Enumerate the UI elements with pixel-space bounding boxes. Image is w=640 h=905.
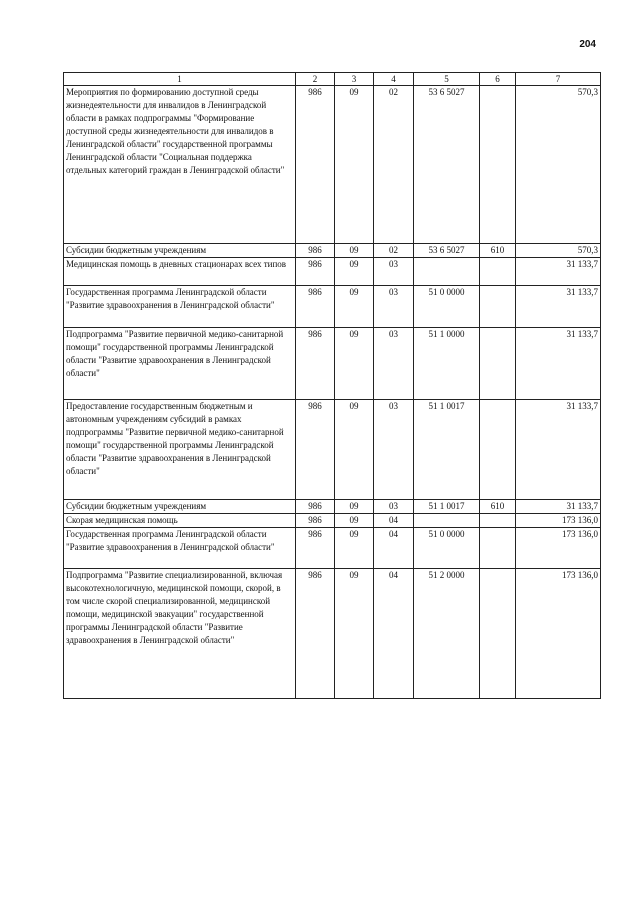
row-sum: 570,3 <box>516 244 601 258</box>
row-csr <box>414 514 480 528</box>
row-vr <box>480 569 516 699</box>
table-row <box>64 244 601 258</box>
row-vr <box>480 514 516 528</box>
row-name: Предоставление государственным бюджетным и автономным учреждениям субсидий в рамках подпрограммы "Развитие первичной медико-санитарной помощи" государственной программы Ленинградской области "Развитие здравоохранения в Ленинградской области" <box>64 400 296 500</box>
row-ved: 986 <box>296 328 335 400</box>
row-ved: 986 <box>296 500 335 514</box>
row-sum: 31 133,7 <box>516 328 601 400</box>
row-vr <box>480 528 516 569</box>
row-pr: 03 <box>374 400 414 500</box>
row-name: Субсидии бюджетным учреждениям <box>64 244 296 258</box>
row-pr: 02 <box>374 244 414 258</box>
row-name: Скорая медицинская помощь <box>64 514 296 528</box>
row-pr: 04 <box>374 514 414 528</box>
row-csr: 51 1 0017 <box>414 400 480 500</box>
row-csr: 53 6 5027 <box>414 244 480 258</box>
row-sum: 173 136,0 <box>516 514 601 528</box>
row-vr: 610 <box>480 244 516 258</box>
row-pr: 03 <box>374 286 414 328</box>
header-row <box>64 73 601 86</box>
row-ved: 986 <box>296 528 335 569</box>
table-row <box>64 286 601 328</box>
row-csr: 51 0 0000 <box>414 286 480 328</box>
table-row <box>64 400 601 500</box>
row-rz: 09 <box>335 258 374 286</box>
header-cell: 1 <box>64 73 296 86</box>
row-sum: 31 133,7 <box>516 500 601 514</box>
row-pr: 03 <box>374 328 414 400</box>
row-rz: 09 <box>335 328 374 400</box>
row-vr <box>480 400 516 500</box>
row-rz: 09 <box>335 569 374 699</box>
row-csr: 51 1 0017 <box>414 500 480 514</box>
row-sum: 31 133,7 <box>516 286 601 328</box>
header-cell: 5 <box>414 73 480 86</box>
row-pr: 02 <box>374 86 414 244</box>
header-cell: 7 <box>516 73 601 86</box>
row-sum: 31 133,7 <box>516 400 601 500</box>
row-name: Государственная программа Ленинградской области "Развитие здравоохранения в Ленинградской области" <box>64 286 296 328</box>
row-vr <box>480 86 516 244</box>
row-ved: 986 <box>296 286 335 328</box>
row-sum: 570,3 <box>516 86 601 244</box>
row-name: Субсидии бюджетным учреждениям <box>64 500 296 514</box>
row-pr: 04 <box>374 528 414 569</box>
row-rz: 09 <box>335 400 374 500</box>
header-cell: 2 <box>296 73 335 86</box>
row-name: Подпрограмма "Развитие специализированной, включая высокотехнологичную, медицинской помощи, скорой, в том числе скорой специализированной, медицинской помощи, медицинской эвакуации" государственной программы Ленинградской области "Развитие здравоохранения в Ленинградской области" <box>64 569 296 699</box>
row-sum: 173 136,0 <box>516 569 601 699</box>
row-rz: 09 <box>335 286 374 328</box>
row-rz: 09 <box>335 500 374 514</box>
table-row <box>64 528 601 569</box>
row-vr <box>480 328 516 400</box>
row-ved: 986 <box>296 244 335 258</box>
row-ved: 986 <box>296 86 335 244</box>
table-row <box>64 328 601 400</box>
row-ved: 986 <box>296 569 335 699</box>
row-csr: 51 1 0000 <box>414 328 480 400</box>
table-row <box>64 258 601 286</box>
header-cell: 4 <box>374 73 414 86</box>
row-vr <box>480 258 516 286</box>
row-sum: 31 133,7 <box>516 258 601 286</box>
table-row <box>64 86 601 244</box>
row-csr: 51 0 0000 <box>414 528 480 569</box>
header-cell: 6 <box>480 73 516 86</box>
row-ved: 986 <box>296 514 335 528</box>
table-row <box>64 514 601 528</box>
budget-table <box>63 72 601 699</box>
row-rz: 09 <box>335 244 374 258</box>
row-rz: 09 <box>335 514 374 528</box>
row-vr <box>480 286 516 328</box>
row-name: Подпрограмма "Развитие первичной медико-санитарной помощи" государственной программы Ленинградской области "Развитие здравоохранения в Ленинградской области" <box>64 328 296 400</box>
row-csr <box>414 258 480 286</box>
row-name: Государственная программа Ленинградской области "Развитие здравоохранения в Ленинградской области" <box>64 528 296 569</box>
row-rz: 09 <box>335 528 374 569</box>
row-pr: 03 <box>374 500 414 514</box>
row-name: Мероприятия по формированию доступной среды жизнедеятельности для инвалидов в Ленинградской области в рамках подпрограммы "Формирование доступной среды жизнедеятельности для инвалидов в Ленинградской области" государственной программы Ленинградской области "Социальная поддержка отдельных категорий граждан в Ленинградской области" <box>64 86 296 244</box>
row-rz: 09 <box>335 86 374 244</box>
row-name: Медицинская помощь в дневных стационарах всех типов <box>64 258 296 286</box>
row-vr: 610 <box>480 500 516 514</box>
table-row <box>64 500 601 514</box>
table-row <box>64 569 601 699</box>
row-ved: 986 <box>296 258 335 286</box>
row-sum: 173 136,0 <box>516 528 601 569</box>
row-csr: 51 2 0000 <box>414 569 480 699</box>
row-pr: 03 <box>374 258 414 286</box>
header-cell: 3 <box>335 73 374 86</box>
row-csr: 53 6 5027 <box>414 86 480 244</box>
row-pr: 04 <box>374 569 414 699</box>
page-number: 204 <box>579 39 596 50</box>
row-ved: 986 <box>296 400 335 500</box>
